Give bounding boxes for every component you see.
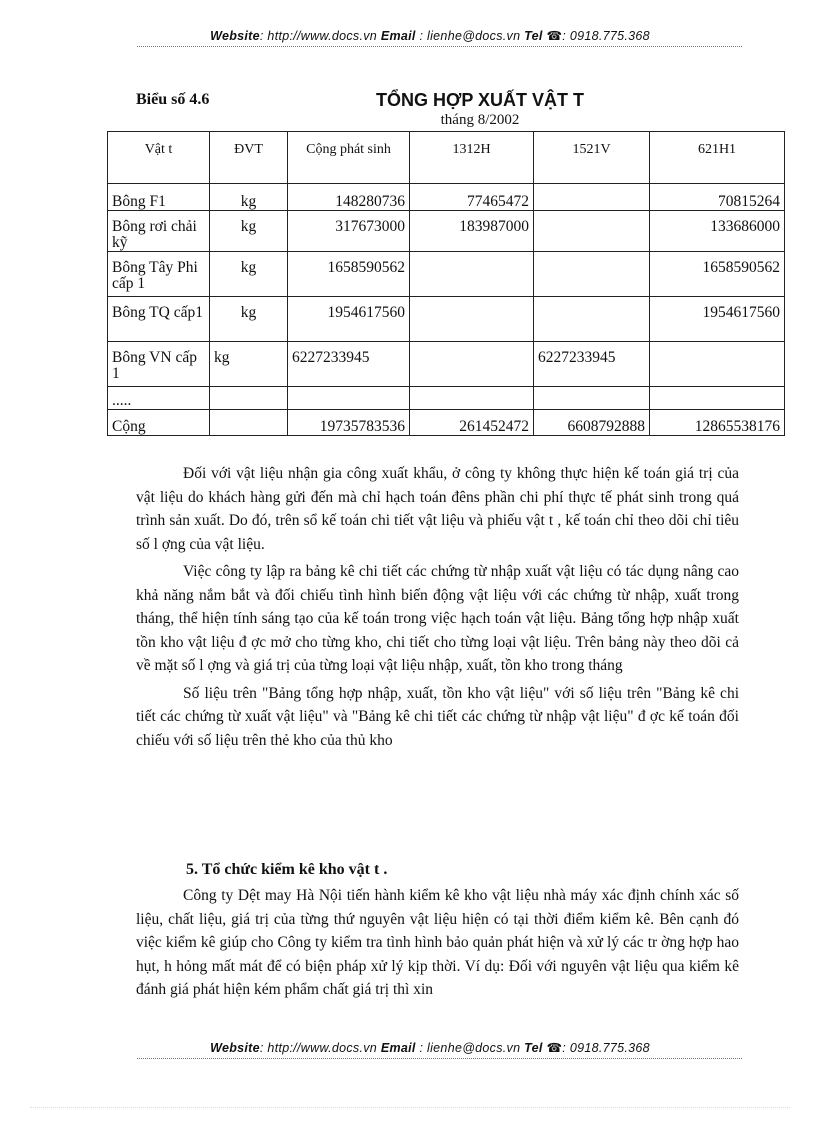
paragraph: Công ty Dệt may Hà Nội tiến hành kiểm kê kho vật liệu nhà máy xác định chính xác số liệu, chất liệu, giá trị của từng thứ nguyên vật liệu hiện có tại thời điểm kiểm kê. Bên cạnh đó việc kiểm kê giúp cho Công ty kiểm tra tình hình bảo quản phát hiện và xử lý các tr ờng hợp hao hụt, h hỏng mất mát để có biện pháp xử lý kịp thời. Ví dụ: Đối với nguyên vật liệu qua kiểm kê đánh giá phát hiện kém phẩm chất giá trị thì xin <box>136 887 739 998</box>
table-cell: 6227233945 <box>534 342 650 387</box>
table-row <box>108 252 785 297</box>
tel-label: Tel <box>524 1041 543 1055</box>
table-subtitle: tháng 8/2002 <box>440 112 520 128</box>
table-cell: 133686000 <box>650 211 785 252</box>
table-cell: Bông VN cấp 1 <box>108 342 210 387</box>
table-cell <box>534 387 650 410</box>
table-cell: 70815264 <box>650 184 785 211</box>
table-cell <box>650 387 785 410</box>
table-cell <box>288 387 410 410</box>
table-title: TỔNG HỢP XUẤT VẬT T <box>375 90 585 110</box>
table-cell <box>534 297 650 342</box>
table-header-row <box>108 132 785 184</box>
table-cell: 6608792888 <box>534 410 650 436</box>
table-cell <box>410 252 534 297</box>
table-cell <box>534 252 650 297</box>
table-cell: Bông F1 <box>108 184 210 211</box>
section-body <box>136 884 739 1006</box>
column-header: 621H1 <box>650 132 785 184</box>
column-header: Cộng phát sinh <box>288 132 410 184</box>
table-cell: Bông Tây Phi cấp 1 <box>108 252 210 297</box>
table-cell: kg <box>210 297 288 342</box>
table-cell <box>210 387 288 410</box>
table-cell: 12865538176 <box>650 410 785 436</box>
column-header: 1521V <box>534 132 650 184</box>
table-cell: 1658590562 <box>650 252 785 297</box>
table-cell: kg <box>210 211 288 252</box>
paragraph: Số liệu trên "Bảng tổng hợp nhập, xuất, tồn kho vật liệu" với số liệu trên "Bảng kê chi tiết các chứng từ xuất vật liệu" và "Bảng kê chi tiết các chứng từ nhập vật liệu" đ ợc kế toán đối chiếu với số liệu trên thẻ kho của thủ kho <box>136 684 739 749</box>
table-cell: ..... <box>108 387 210 410</box>
table-cell: 1658590562 <box>288 252 410 297</box>
table-cell <box>534 184 650 211</box>
table-cell: 6227233945 <box>288 342 410 387</box>
table-cell <box>534 211 650 252</box>
email-value[interactable]: : lienhe@docs.vn <box>419 1041 521 1055</box>
summary-table <box>107 131 785 436</box>
table-cell <box>410 297 534 342</box>
table-row <box>108 184 785 211</box>
paragraph: Đối với vật liệu nhận gia công xuất khẩu, ở công ty không thực hiện kế toán giá trị của vật liệu do khách hàng gửi đến mà chỉ hạch toán đêns phần chi phí thực tế phát sinh trong quá trình sản xuất. Do đó, trên sổ kế toán chi tiết vật liệu và phiếu vật t , kế toán chỉ theo dõi chỉ tiêu số l ợng của vật liệu. <box>136 465 739 553</box>
body-text <box>136 462 739 756</box>
table-cell: 1954617560 <box>288 297 410 342</box>
table-row <box>108 387 785 410</box>
website-label: Website <box>210 1041 260 1055</box>
table-row <box>108 297 785 342</box>
table-cell <box>410 387 534 410</box>
column-header: Vật t <box>108 132 210 184</box>
table-cell: 317673000 <box>288 211 410 252</box>
email-label: Email <box>380 29 416 43</box>
table-cell <box>410 342 534 387</box>
page-header <box>160 28 700 43</box>
email-value[interactable]: : lienhe@docs.vn <box>419 29 521 43</box>
page-edge-divider <box>30 1107 790 1108</box>
table-cell: 1954617560 <box>650 297 785 342</box>
table-cell: kg <box>210 184 288 211</box>
table-cell: kg <box>210 252 288 297</box>
table-cell: kg <box>210 342 288 387</box>
table-cell: 183987000 <box>410 211 534 252</box>
tel-label: Tel <box>524 29 543 43</box>
footer-divider <box>137 1058 742 1059</box>
table-cell: 77465472 <box>410 184 534 211</box>
table-row <box>108 211 785 252</box>
tel-value: ☎: 0918.775.368 <box>546 1041 650 1055</box>
website-label: Website <box>210 29 260 43</box>
table-cell: Bông TQ cấp1 <box>108 297 210 342</box>
header-divider <box>137 46 742 47</box>
paragraph: Việc công ty lập ra bảng kê chi tiết các chứng từ nhập xuất vật liệu có tác dụng nâng cao khả năng nắm bắt và đối chiếu tình hình biến động vật liệu với các chứng từ nhập, xuất trong tháng, thể hiện tính sáng tạo của kế toán trong việc hạch toán vật liệu. Bảng tổng hợp nhập xuất tồn kho vật liệu đ ợc mở cho từng kho, chi tiết cho từng loại vật liệu. Trên bảng này theo dõi cả về mặt số l ợng và giá trị của từng loại vật liệu nhập, xuất, tồn kho trong tháng <box>136 563 739 674</box>
table-cell: 148280736 <box>288 184 410 211</box>
table-cell: 261452472 <box>410 410 534 436</box>
table-cell: Cộng <box>108 410 210 436</box>
table-cell <box>210 410 288 436</box>
section-heading: 5. Tổ chức kiểm kê kho vật t . <box>186 861 388 878</box>
email-label: Email <box>380 1041 416 1055</box>
website-value[interactable]: : http://www.docs.vn <box>259 29 378 43</box>
table-total-row <box>108 410 785 436</box>
table-cell <box>650 342 785 387</box>
column-header: ĐVT <box>210 132 288 184</box>
table-row <box>108 342 785 387</box>
table-label: Biểu số 4.6 <box>136 91 210 108</box>
tel-value: ☎: 0918.775.368 <box>546 29 650 43</box>
table-cell: Bông rơi chải kỹ <box>108 211 210 252</box>
page-footer <box>160 1040 700 1055</box>
table-cell: 19735783536 <box>288 410 410 436</box>
column-header: 1312H <box>410 132 534 184</box>
website-value[interactable]: : http://www.docs.vn <box>259 1041 378 1055</box>
